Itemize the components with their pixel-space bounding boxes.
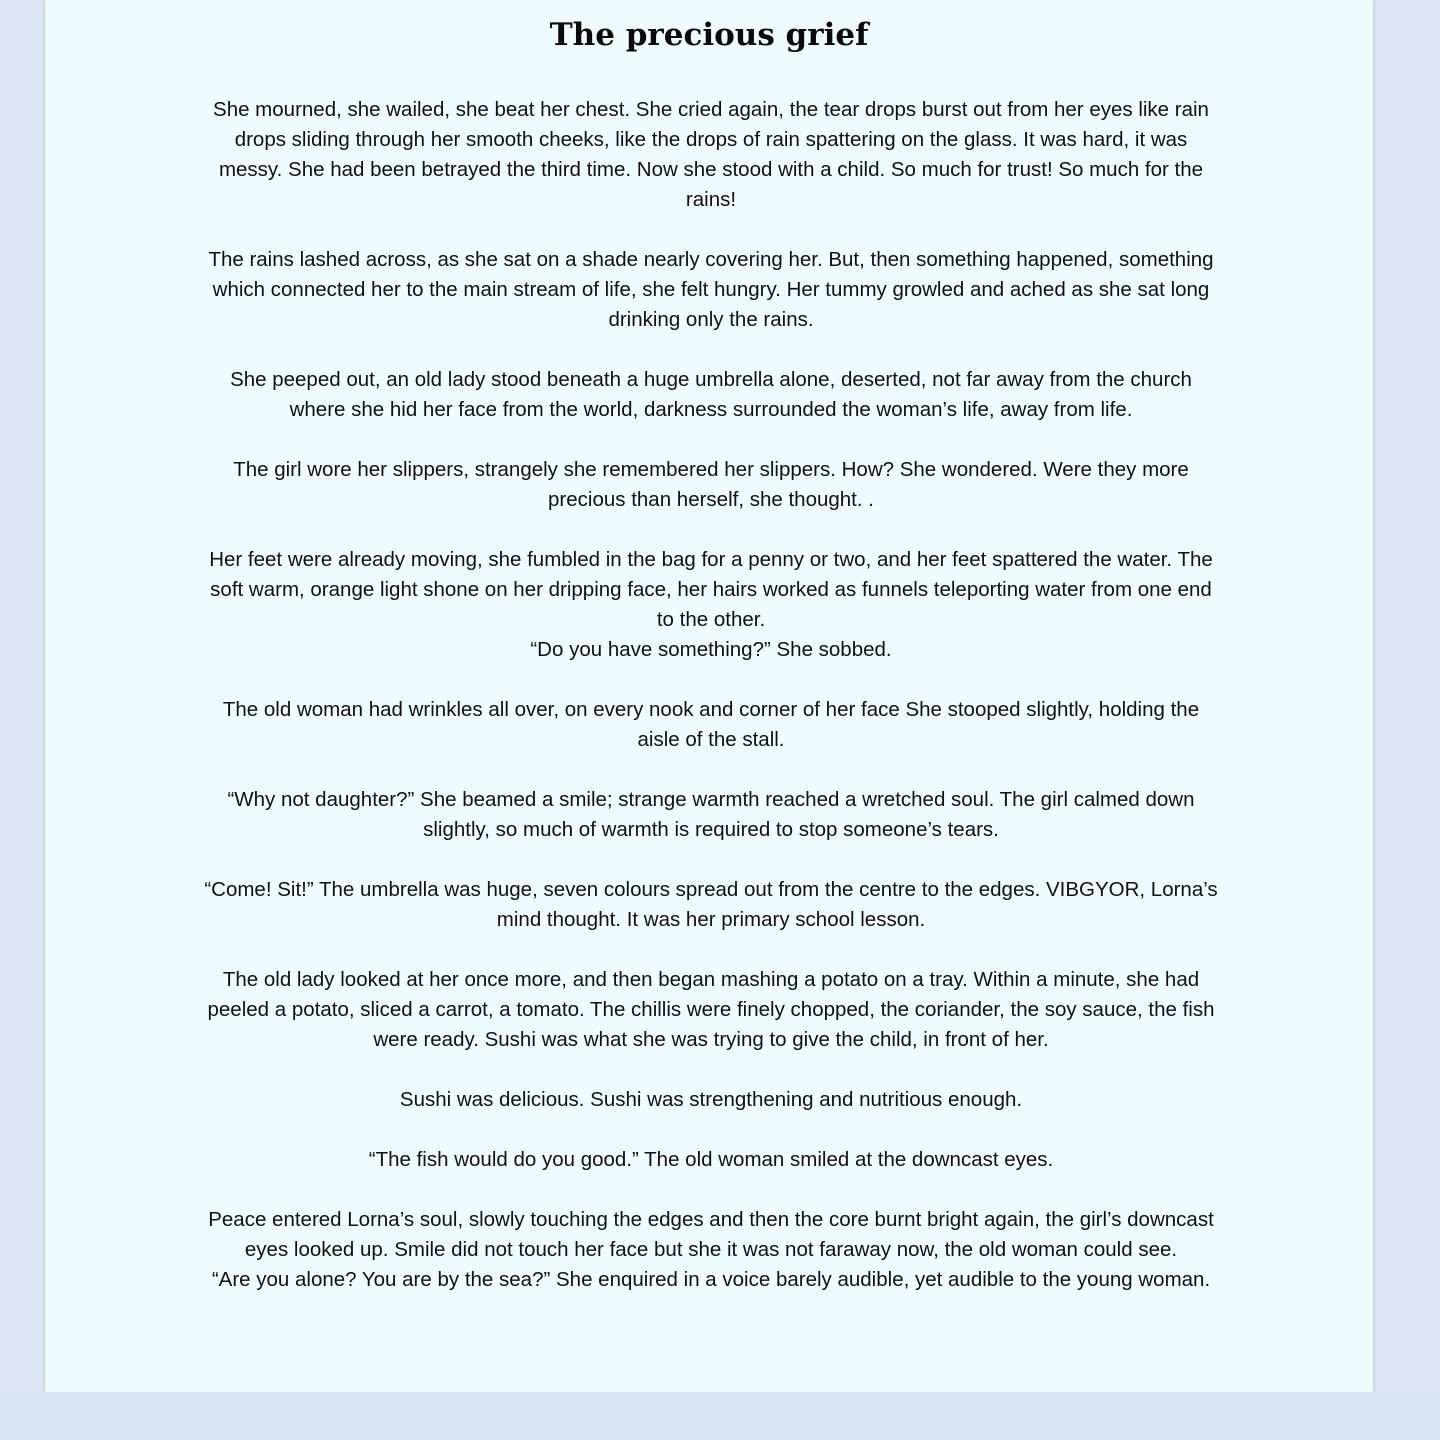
paragraph-5: Her feet were already moving, she fumbled in the bag for a penny or two, and her feet spattered the water. The soft warm, orange light shone on her dripping face, her hairs worked as funnels teleporting water from one end to the other. — [209, 548, 1213, 631]
window-bottom-edge — [0, 1392, 1440, 1440]
paragraph-3: She peeped out, an old lady stood beneath a huge umbrella alone, deserted, not far away from the church where she hid her face from the world, darkness surrounded the woman’s life, away from life. — [230, 368, 1192, 421]
paragraph-1: She mourned, she wailed, she beat her chest. She cried again, the tear drops burst out from her eyes like rain drops sliding through her smooth cheeks, like the drops of rain spattering on the glass. It was hard, it was messy. She had been betrayed the third time. Now she stood with a child. So much for trust! So much for the rains! — [213, 98, 1209, 211]
paragraph-2: The rains lashed across, as she sat on a shade nearly covering her. But, then something happened, something which connected her to the main stream of life, she felt hungry. Her tummy growled and ached as she sat long drinking only the rains. — [208, 248, 1214, 331]
paragraph-9: The old lady looked at her once more, and then began mashing a potato on a tray. Within a minute, she had peeled a potato, sliced a carrot, a tomato. The chillis were finely chopped, the coriander, the soy sauce, the fish were ready. Sushi was what she was trying to give the child, in front of her. — [207, 968, 1215, 1051]
paragraph-4: The girl wore her slippers, strangely she remembered her slippers. How? She wondered. Were they more precious than herself, she thought. . — [233, 458, 1189, 511]
paragraph-10: Sushi was delicious. Sushi was strengthening and nutritious enough. — [399, 1088, 1023, 1111]
dialogue-line-2: “Are you alone? You are by the sea?” She enquired in a voice barely audible, yet audible to the young woman. — [211, 1268, 1211, 1291]
paragraph-8: “Come! Sit!” The umbrella was huge, seven colours spread out from the centre to the edges. VIBGYOR, Lorna’s mind thought. It was her primary school lesson. — [204, 878, 1218, 931]
paragraph-7: “Why not daughter?” She beamed a smile; strange warmth reached a wretched soul. The girl calmed down slightly, so much of warmth is required to stop someone’s tears. — [227, 788, 1195, 841]
dialogue-line-1: “Do you have something?” She sobbed. — [530, 638, 892, 661]
paragraph-12: Peace entered Lorna’s soul, slowly touching the edges and then the core burnt bright again, the girl’s downcast eyes looked up. Smile did not touch her face but she it was not faraway now, the old woman could see. — [208, 1208, 1214, 1261]
paragraph-6: The old woman had wrinkles all over, on every nook and corner of her face She stooped slightly, holding the aisle of the stall. — [222, 698, 1200, 751]
document-body — [203, 95, 1219, 1295]
paragraph-11: “The fish would do you good.” The old woman smiled at the downcast eyes. — [368, 1148, 1054, 1171]
document-page — [44, 0, 1374, 1392]
document-title: The precious grief — [549, 17, 869, 53]
